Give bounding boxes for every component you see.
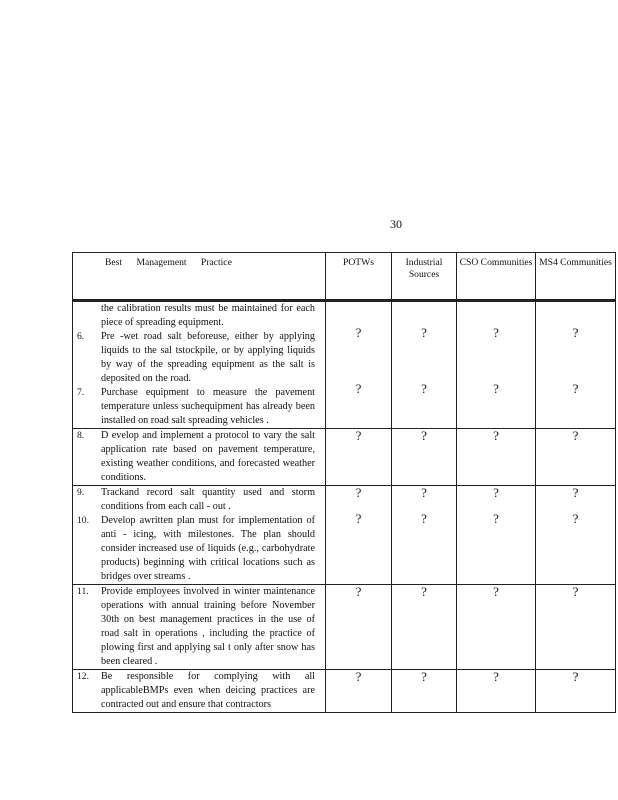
industrial-mark-cell bbox=[392, 301, 457, 429]
practice-entry bbox=[73, 670, 315, 712]
industrial-mark-cell bbox=[392, 486, 457, 585]
mark-12-industrial: ? bbox=[392, 670, 457, 713]
header-ms4-communities: MS4 Communities bbox=[536, 253, 616, 301]
mark-9-cso: ? bbox=[493, 485, 499, 500]
mark-7-ms4: ? bbox=[572, 381, 579, 396]
practice-number: 8. bbox=[77, 430, 85, 441]
mark-10-cso: ? bbox=[493, 511, 499, 526]
mark-10-industrial: ? bbox=[421, 511, 427, 526]
cso-mark-cell bbox=[457, 301, 536, 429]
cso-mark-cell bbox=[457, 486, 536, 585]
ms4-mark-cell bbox=[536, 301, 616, 429]
practice-number: 11. bbox=[77, 586, 89, 597]
mark-10-ms4: ? bbox=[572, 511, 579, 526]
table-row bbox=[73, 301, 616, 429]
practice-cell bbox=[73, 585, 326, 670]
practice-text: D evelop and implement a protocol to vary the salt application rate based on pavement temperature, existing weather conditions, and forecasted weather conditions. bbox=[101, 430, 315, 483]
mark-7-cso: ? bbox=[493, 381, 499, 396]
header-industrial-sources: Industrial Sources bbox=[392, 253, 457, 301]
practice-text: Pre -wet road salt beforeuse, either by applying liquids to the sal tstockpile, or by applying liquids by way of the spreading equipment as the salt is deposited on the road. bbox=[101, 331, 315, 384]
table-row bbox=[73, 486, 616, 585]
practice-cell bbox=[73, 670, 326, 713]
mark-7-potw: ? bbox=[355, 381, 362, 396]
practice-entry bbox=[73, 585, 315, 669]
ms4-mark-cell bbox=[536, 486, 616, 585]
mark-6-potw: ? bbox=[355, 325, 362, 340]
mark-8-ms4: ? bbox=[536, 429, 616, 486]
mark-12-ms4: ? bbox=[536, 670, 616, 713]
bmp-table bbox=[72, 252, 616, 713]
practice-cell bbox=[73, 429, 326, 486]
mark-11-potw: ? bbox=[326, 585, 392, 670]
potw-mark-cell bbox=[326, 301, 392, 429]
practice-cell bbox=[73, 486, 326, 585]
mark-6-ms4: ? bbox=[572, 325, 579, 340]
practice-text: Trackand record salt quantity used and storm conditions from each call - out . bbox=[101, 487, 315, 512]
mark-7-industrial: ? bbox=[421, 381, 427, 396]
mark-8-industrial: ? bbox=[392, 429, 457, 486]
mark-9-industrial: ? bbox=[421, 485, 427, 500]
table-row bbox=[73, 429, 616, 486]
practice-entry bbox=[73, 429, 315, 485]
practice-text: Be responsible for complying with all applicableBMPs even when deicing practices are contracted out and ensure that contractors bbox=[101, 671, 315, 710]
page-number: 30 bbox=[390, 217, 402, 231]
practice-number: 7. bbox=[77, 387, 85, 398]
practice-entry bbox=[73, 302, 315, 330]
practice-number bbox=[73, 302, 101, 330]
mark-11-ms4: ? bbox=[536, 585, 616, 670]
practice-entry bbox=[73, 386, 315, 428]
practice-number: 12. bbox=[77, 671, 89, 682]
mark-11-industrial: ? bbox=[392, 585, 457, 670]
table-header-row bbox=[73, 253, 616, 301]
header-potws: POTWs bbox=[326, 253, 392, 301]
practice-text: Purchase equipment to measure the pavement temperature unless suchequipment has already been installed on road salt spreading vehicles . bbox=[101, 387, 315, 426]
mark-10-potw: ? bbox=[355, 511, 362, 526]
practice-entry bbox=[73, 514, 315, 584]
practice-text: Develop awritten plan must for implementation of anti - icing, with milestones. The plan should consider increased use of liquids (e.g., carbohydrate products) beginning with critical locations such as bridges over streams . bbox=[101, 515, 315, 582]
table-row bbox=[73, 670, 616, 713]
table-row bbox=[73, 585, 616, 670]
mark-8-potw: ? bbox=[326, 429, 392, 486]
practice-number: 6. bbox=[77, 331, 85, 342]
practice-number: 10. bbox=[77, 515, 89, 526]
mark-12-cso: ? bbox=[457, 670, 536, 713]
mark-8-cso: ? bbox=[457, 429, 536, 486]
practice-entry bbox=[73, 486, 315, 514]
practice-cell bbox=[73, 301, 326, 429]
mark-6-cso: ? bbox=[493, 325, 499, 340]
mark-12-potw: ? bbox=[326, 670, 392, 713]
practice-text: the calibration results must be maintained for each piece of spreading equipment. bbox=[101, 303, 315, 328]
header-best-management-practice: Best Management Practice bbox=[73, 253, 326, 301]
potw-mark-cell bbox=[326, 486, 392, 585]
header-cso-communities: CSO Communities bbox=[457, 253, 536, 301]
practice-number: 9. bbox=[77, 487, 85, 498]
mark-9-potw: ? bbox=[355, 485, 362, 500]
mark-9-ms4: ? bbox=[572, 485, 579, 500]
mark-6-industrial: ? bbox=[421, 325, 427, 340]
practice-text: Provide employees involved in winter maintenance operations with annual training before November 30th on best management practices in the use of road salt in operations , including the practice of plowing first and applying sal t only after snow has been cleared . bbox=[101, 586, 315, 667]
mark-11-cso: ? bbox=[457, 585, 536, 670]
practice-entry bbox=[73, 330, 315, 386]
